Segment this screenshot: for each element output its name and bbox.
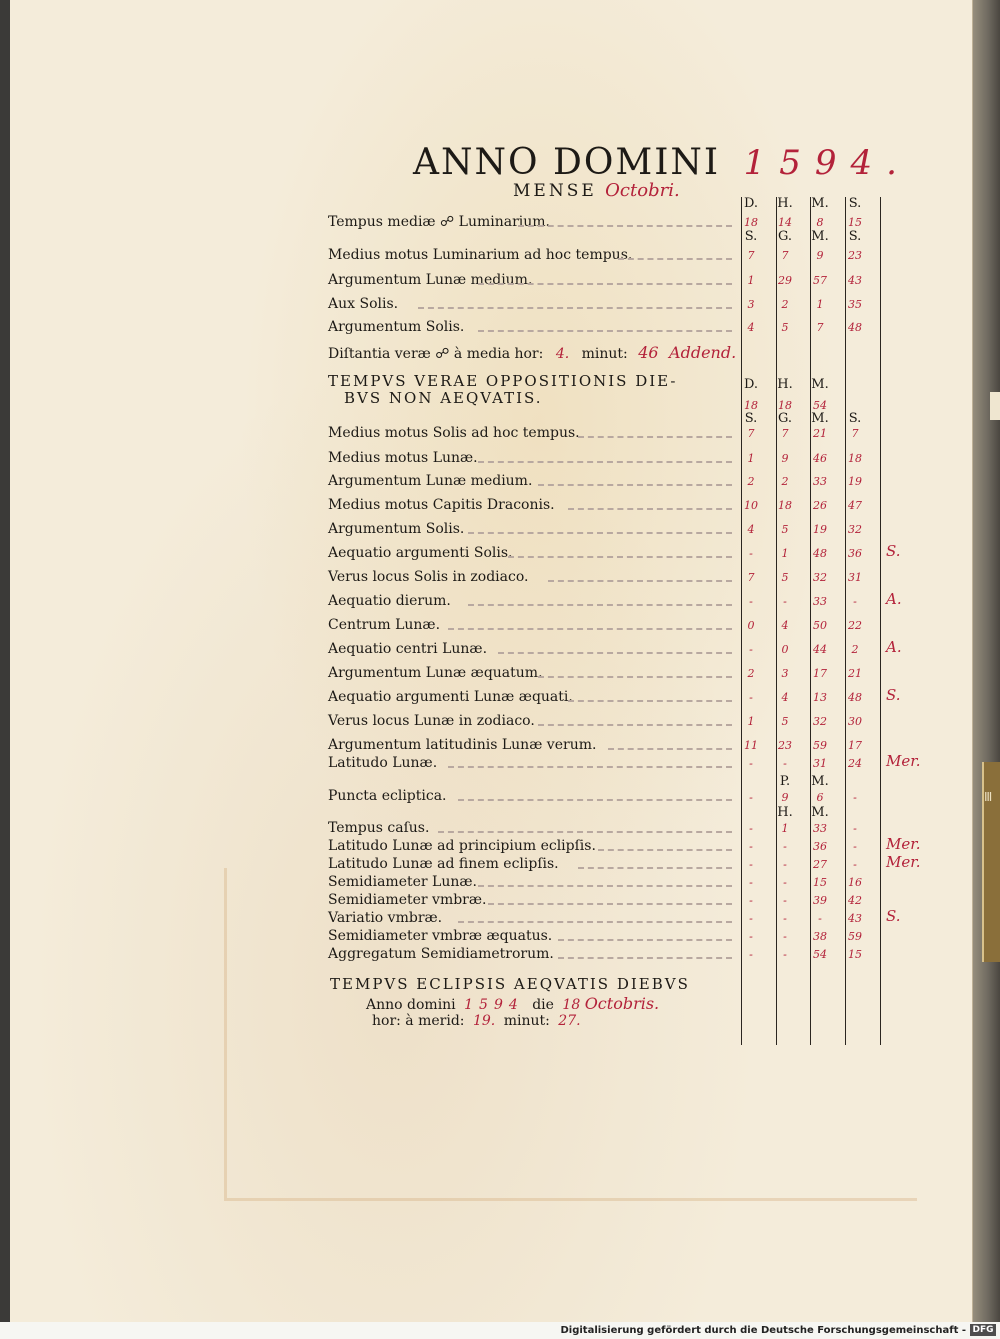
row-label: Aggregatum Semidiametrorum.	[328, 946, 554, 962]
row-value: 7	[781, 249, 789, 262]
leader-dots	[478, 461, 732, 463]
row-value: -	[783, 757, 787, 770]
row-value: 27	[813, 858, 827, 871]
column-header: S.	[848, 196, 862, 211]
row-label: Aequatio argumenti Solis.	[328, 545, 513, 561]
row-value: 48	[813, 547, 827, 560]
row-value: 42	[848, 894, 862, 907]
row-value: 43	[848, 912, 862, 925]
leader-dots	[598, 849, 732, 851]
row-value: 46	[813, 452, 827, 465]
row-value: 5	[781, 523, 789, 536]
section-2-heading-line1: TEMPVS VERAE OPPOSITIONIS DIE-	[328, 372, 678, 390]
row-value: 0	[747, 619, 755, 632]
eclipse-minute-label: minut:	[503, 1013, 550, 1029]
column-header: D.	[743, 196, 759, 211]
row-value: 4	[747, 321, 755, 334]
leader-dots	[558, 957, 732, 959]
row-value: -	[749, 822, 753, 835]
row-value: 14	[778, 216, 792, 229]
margin-note: Mer.	[886, 835, 921, 853]
distantia-note: Addend.	[669, 343, 737, 362]
row-value: -	[853, 595, 857, 608]
eclipse-year: 1594	[464, 997, 524, 1013]
row-value: 17	[848, 739, 862, 752]
row-label: Puncta ecliptica.	[328, 788, 447, 804]
subtitle-prefix: MENSE	[513, 181, 597, 201]
row-label: Argumentum Lunæ medium.	[328, 272, 533, 288]
row-value: 29	[778, 274, 792, 287]
leader-dots	[608, 748, 732, 750]
title-prefix: ANNO DOMINI	[413, 142, 721, 183]
row-value: 23	[778, 739, 792, 752]
leader-dots	[478, 283, 732, 285]
opposition-value: 18	[744, 399, 758, 412]
eclipse-minute: 27.	[558, 1013, 581, 1029]
row-value: 7	[851, 427, 859, 440]
table-rule	[880, 197, 881, 1045]
row-value: 54	[813, 948, 827, 961]
row-value: -	[749, 791, 753, 804]
leader-dots	[518, 225, 732, 227]
row-label: Medius motus Lunæ.	[328, 450, 478, 466]
row-label: Latitudo Lunæ ad finem eclipſis.	[328, 856, 559, 872]
book-edge	[970, 0, 1000, 1322]
column-header: S.	[744, 411, 758, 426]
row-value: -	[749, 912, 753, 925]
row-value: 2	[781, 475, 789, 488]
row-value: 9	[816, 249, 824, 262]
row-label: Tempus mediæ ☍ Luminarium.	[328, 214, 551, 230]
row-label: Latitudo Lunæ.	[328, 755, 438, 771]
row-value: 59	[848, 930, 862, 943]
row-value: -	[783, 894, 787, 907]
row-value: 5	[781, 715, 789, 728]
column-header: S.	[848, 229, 862, 244]
leader-dots	[448, 766, 732, 768]
row-value: 11	[744, 739, 758, 752]
eclipse-month: Octobris.	[584, 994, 660, 1013]
eclipse-line-2	[366, 994, 659, 1013]
color-chart-label: Ⅲ	[984, 790, 993, 804]
row-value: 35	[848, 298, 862, 311]
leader-dots	[568, 508, 732, 510]
row-value: 6	[816, 791, 824, 804]
column-header: H.	[777, 196, 793, 211]
leader-dots	[508, 556, 732, 558]
row-value: 31	[813, 757, 827, 770]
leader-dots	[458, 799, 732, 801]
row-value: -	[818, 912, 822, 925]
manuscript-page	[10, 0, 973, 1322]
row-value: 2	[747, 667, 755, 680]
row-value: 5	[781, 571, 789, 584]
row-value: 2	[851, 643, 859, 656]
row-value: 32	[813, 715, 827, 728]
leader-dots	[578, 867, 732, 869]
row-value: -	[783, 948, 787, 961]
leader-dots	[538, 724, 732, 726]
row-value: 13	[813, 691, 827, 704]
margin-note: S.	[886, 686, 901, 704]
row-value: 8	[816, 216, 824, 229]
distantia-label: Diſtantia veræ ☍ à media hor:	[328, 346, 544, 362]
row-label: Aequatio dierum.	[328, 593, 451, 609]
row-label: Semidiameter Lunæ.	[328, 874, 477, 890]
distantia-line	[328, 343, 736, 362]
row-value: -	[783, 595, 787, 608]
row-value: 38	[813, 930, 827, 943]
column-header: G.	[777, 229, 793, 244]
row-value: 15	[848, 216, 862, 229]
leader-dots	[578, 436, 732, 438]
row-value: 21	[848, 667, 862, 680]
row-value: 48	[848, 691, 862, 704]
leader-dots	[468, 532, 732, 534]
eclipse-die-label: die	[532, 997, 554, 1013]
row-value: 21	[813, 427, 827, 440]
row-label: Argumentum latitudinis Lunæ verum.	[328, 737, 597, 753]
row-value: -	[749, 691, 753, 704]
page-tab-marker	[990, 392, 1000, 420]
row-value: -	[783, 858, 787, 871]
row-label: Verus locus Lunæ in zodiaco.	[328, 713, 535, 729]
column-header: M.	[811, 229, 829, 244]
row-value: 9	[781, 791, 789, 804]
row-value: 23	[848, 249, 862, 262]
row-value: -	[783, 876, 787, 889]
row-value: 18	[848, 452, 862, 465]
row-value: 1	[747, 274, 755, 287]
row-label: Aequatio argumenti Lunæ æquati.	[328, 689, 573, 705]
row-value: -	[783, 840, 787, 853]
leader-dots	[448, 628, 732, 630]
leader-dots	[538, 484, 732, 486]
margin-note: S.	[886, 542, 901, 560]
margin-note: A.	[886, 590, 902, 608]
column-header: M.	[811, 377, 829, 392]
row-value: 24	[848, 757, 862, 770]
row-value: -	[749, 894, 753, 907]
row-value: 36	[813, 840, 827, 853]
row-value: 17	[813, 667, 827, 680]
row-label: Argumentum Solis.	[328, 521, 465, 537]
row-label: Argumentum Lunæ æquatum.	[328, 665, 543, 681]
row-value: 19	[813, 523, 827, 536]
row-value: 26	[813, 499, 827, 512]
column-header: D.	[743, 377, 759, 392]
page-subtitle	[513, 180, 680, 201]
dfg-logo: DFG	[970, 1324, 996, 1336]
row-value: -	[749, 840, 753, 853]
row-value: -	[783, 912, 787, 925]
row-value: 31	[848, 571, 862, 584]
distantia-minutes: 46	[638, 343, 659, 362]
row-label: Centrum Lunæ.	[328, 617, 441, 633]
row-value: 7	[816, 321, 824, 334]
margin-note: A.	[886, 638, 902, 656]
row-value: 18	[744, 216, 758, 229]
row-value: 22	[848, 619, 862, 632]
row-value: -	[749, 643, 753, 656]
column-header: S.	[744, 229, 758, 244]
row-value: 7	[747, 249, 755, 262]
row-value: 4	[781, 619, 789, 632]
row-value: -	[783, 930, 787, 943]
row-value: 33	[813, 595, 827, 608]
eclipse-hour-label: hor: à merid:	[372, 1013, 465, 1029]
row-value: 2	[747, 475, 755, 488]
leader-dots	[478, 330, 732, 332]
row-value: -	[853, 858, 857, 871]
leader-dots	[558, 939, 732, 941]
row-value: -	[853, 822, 857, 835]
row-value: 5	[781, 321, 789, 334]
row-value: 59	[813, 739, 827, 752]
margin-note: Mer.	[886, 853, 921, 871]
row-value: 36	[848, 547, 862, 560]
leader-dots	[498, 652, 732, 654]
column-header: M.	[811, 774, 829, 789]
row-value: 57	[813, 274, 827, 287]
eclipse-day: 18	[562, 997, 581, 1013]
row-value: 19	[848, 475, 862, 488]
margin-note: S.	[886, 907, 901, 925]
leader-dots	[438, 831, 732, 833]
row-value: 43	[848, 274, 862, 287]
column-header: P.	[779, 774, 791, 789]
leader-dots	[538, 676, 732, 678]
row-label: Tempus caſus.	[328, 820, 430, 836]
title-year: 1594.	[743, 143, 911, 183]
leader-dots	[568, 700, 732, 702]
distantia-hours: 4.	[555, 346, 570, 362]
column-header: H.	[777, 377, 793, 392]
row-label: Aequatio centri Lunæ.	[328, 641, 488, 657]
row-value: 7	[747, 427, 755, 440]
row-value: -	[749, 858, 753, 871]
row-label: Argumentum Solis.	[328, 319, 465, 335]
distantia-minutes-label: minut:	[581, 346, 628, 362]
subtitle-month: Octobri.	[605, 180, 680, 201]
eclipse-anno-label: Anno domini	[366, 997, 456, 1013]
row-label: Argumentum Lunæ medium.	[328, 473, 533, 489]
row-value: 3	[747, 298, 755, 311]
leader-dots	[488, 903, 732, 905]
row-value: -	[749, 757, 753, 770]
column-header: S.	[848, 411, 862, 426]
row-label: Medius motus Solis ad hoc tempus.	[328, 425, 580, 441]
leader-dots	[468, 604, 732, 606]
row-value: -	[853, 840, 857, 853]
margin-note: Mer.	[886, 752, 921, 770]
eclipse-heading: TEMPVS ECLIPSIS AEQVATIS DIEBVS	[330, 975, 690, 993]
row-value: 4	[747, 523, 755, 536]
footer-credit: Digitalisierung gefördert durch die Deutsche Forschungsgemeinschaft -	[560, 1325, 966, 1336]
row-label: Variatio vmbræ.	[328, 910, 443, 926]
column-header: M.	[811, 196, 829, 211]
row-value: 50	[813, 619, 827, 632]
row-value: 7	[747, 571, 755, 584]
row-value: 4	[781, 691, 789, 704]
row-value: 39	[813, 894, 827, 907]
row-value: -	[749, 930, 753, 943]
row-label: Medius motus Capitis Draconis.	[328, 497, 555, 513]
row-label: Verus locus Solis in zodiaco.	[328, 569, 529, 585]
leader-dots	[548, 580, 732, 582]
leader-dots	[478, 885, 732, 887]
row-value: 30	[848, 715, 862, 728]
row-value: 9	[781, 452, 789, 465]
row-value: 1	[781, 547, 789, 560]
row-label: Latitudo Lunæ ad principium eclipſis.	[328, 838, 596, 854]
page-title	[413, 142, 911, 183]
section-2-heading-line2: BVS NON AEQVATIS.	[344, 389, 543, 407]
row-value: 3	[781, 667, 789, 680]
row-label: Medius motus Luminarium ad hoc tempus.	[328, 247, 633, 263]
row-value: 16	[848, 876, 862, 889]
row-value: 15	[813, 876, 827, 889]
row-value: 2	[781, 298, 789, 311]
row-value: 1	[747, 452, 755, 465]
column-header: H.	[777, 805, 793, 820]
row-value: 18	[778, 499, 792, 512]
leader-dots	[458, 921, 732, 923]
column-header: G.	[777, 411, 793, 426]
row-value: 0	[781, 643, 789, 656]
leader-dots	[418, 307, 732, 309]
row-value: 33	[813, 822, 827, 835]
row-label: Semidiameter vmbræ.	[328, 892, 487, 908]
row-value: 47	[848, 499, 862, 512]
opposition-value: 54	[813, 399, 827, 412]
row-value: -	[853, 791, 857, 804]
row-value: 33	[813, 475, 827, 488]
row-value: -	[749, 595, 753, 608]
row-value: 7	[781, 427, 789, 440]
row-label: Semidiameter vmbræ æquatus.	[328, 928, 553, 944]
row-value: 32	[848, 523, 862, 536]
row-value: -	[749, 547, 753, 560]
row-value: 44	[813, 643, 827, 656]
leader-dots	[618, 258, 732, 260]
row-value: -	[749, 948, 753, 961]
section-2-heading	[328, 373, 677, 407]
row-value: 15	[848, 948, 862, 961]
row-value: -	[749, 876, 753, 889]
opposition-value: 18	[778, 399, 792, 412]
row-value: 32	[813, 571, 827, 584]
row-value: 48	[848, 321, 862, 334]
eclipse-hour: 19.	[472, 1013, 496, 1029]
column-header: M.	[811, 411, 829, 426]
column-header: M.	[811, 805, 829, 820]
row-value: 1	[747, 715, 755, 728]
row-value: 1	[816, 298, 824, 311]
eclipse-line-3	[372, 1013, 581, 1029]
row-label: Aux Solis.	[328, 296, 399, 312]
row-value: 10	[744, 499, 758, 512]
row-value: 1	[781, 822, 789, 835]
